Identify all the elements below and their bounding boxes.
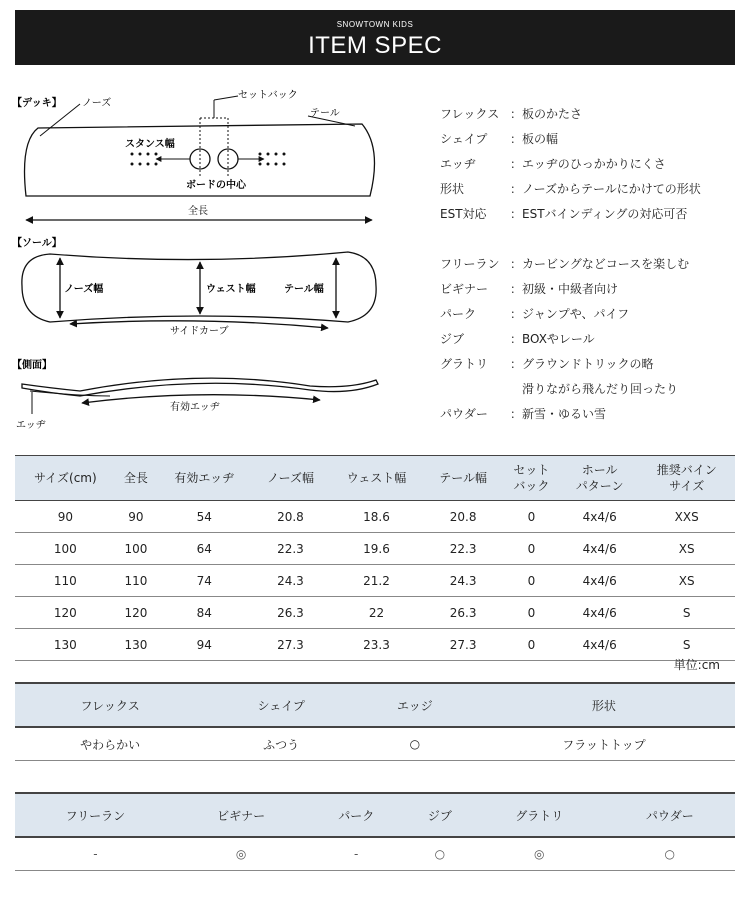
size-table-cell: 110 [116, 565, 156, 597]
legend-key [440, 377, 510, 402]
size-table-header-cell: サイズ(cm) [15, 456, 116, 501]
size-table-body [15, 501, 735, 661]
size-table-cell: 20.8 [252, 501, 328, 533]
legend-row [440, 402, 689, 427]
legend-row [440, 102, 701, 127]
legend-value: 板の幅 [522, 132, 559, 146]
legend-value: ジャンプや、パイフ [522, 307, 630, 321]
legend-key: パーク [440, 307, 477, 321]
legend-separator: ： [510, 182, 523, 196]
size-table-cell: 26.3 [424, 597, 501, 629]
size-table-header-cell: ホール パターン [561, 456, 638, 501]
legend-separator: ： [510, 207, 523, 221]
size-table-cell: S [638, 629, 735, 661]
feature-header-cell: エッジ [357, 683, 473, 727]
size-table-cell: 20.8 [424, 501, 501, 533]
feature-table [15, 682, 735, 761]
board-diagram [10, 88, 410, 448]
size-table-cell: 130 [15, 629, 116, 661]
side-label: 【側面】 [12, 360, 52, 371]
size-table-cell: 4x4/6 [561, 533, 638, 565]
legend-key: ジブ [440, 332, 465, 346]
size-table-header-cell: テール幅 [424, 456, 501, 501]
table-row [15, 501, 735, 533]
size-table-cell: 0 [502, 501, 561, 533]
legend-separator [510, 377, 522, 402]
use-table [15, 792, 735, 871]
effective-edge-label: 有効エッヂ [170, 402, 220, 413]
edge-label: エッヂ [16, 420, 46, 431]
legend-value: ESTバインディングの対応可否 [522, 207, 688, 221]
legend-row [440, 202, 701, 227]
size-table-header-cell: ウェスト幅 [329, 456, 425, 501]
feature-value-cell: ふつう [205, 727, 357, 761]
size-table-cell: 90 [116, 501, 156, 533]
size-table-cell: XS [638, 565, 735, 597]
legend-key: シェイプ [440, 132, 488, 146]
legend-row [440, 302, 689, 327]
legend-key: ビギナー [440, 282, 489, 296]
size-table-cell: 120 [116, 597, 156, 629]
legend-row [440, 252, 689, 277]
legend-value: 新雪・ゆるい雪 [522, 407, 607, 421]
feature-table-row [15, 727, 735, 761]
legend-key: フレックス [440, 107, 500, 121]
size-table-cell: 23.3 [329, 629, 425, 661]
legend-value: 初級・中級者向け [522, 282, 619, 296]
legend-value: ノーズからテールにかけての形状 [522, 182, 701, 196]
size-table-header-cell: 推奨バイン サイズ [638, 456, 735, 501]
use-header-cell: グラトリ [474, 793, 605, 837]
use-header-cell: パーク [307, 793, 406, 837]
use-header-cell: フリーラン [15, 793, 176, 837]
legend-separator: ： [510, 157, 523, 171]
size-table-cell: 0 [502, 565, 561, 597]
legend-value: 滑りながら飛んだり回ったり [522, 382, 679, 396]
use-table-header [15, 793, 735, 837]
legend-key: パウダー [440, 407, 488, 421]
table-row [15, 629, 735, 661]
use-header-cell: ジブ [406, 793, 474, 837]
size-table-cell: 22.3 [424, 533, 501, 565]
tail-width-label: テール幅 [284, 284, 324, 295]
legend-row [440, 152, 701, 177]
legend-key: グラトリ [440, 357, 489, 371]
use-value-cell: ○ [406, 837, 474, 871]
stance-label: スタンス幅 [125, 139, 175, 150]
unit-label: 単位:cm [673, 658, 720, 672]
length-label: 全長 [188, 206, 208, 217]
feature-header-cell: フレックス [15, 683, 205, 727]
size-table-cell: 0 [502, 629, 561, 661]
size-table-cell: 74 [156, 565, 252, 597]
size-table-cell: 100 [116, 533, 156, 565]
feature-value-cell: フラットトップ [473, 727, 735, 761]
legend-key: EST対応 [440, 207, 487, 221]
size-table-cell: 54 [156, 501, 252, 533]
size-table-cell: 84 [156, 597, 252, 629]
deck-label: 【デッキ】 [12, 98, 62, 109]
use-value-cell: - [15, 837, 176, 871]
size-table-header-cell: 有効エッヂ [156, 456, 252, 501]
legend-separator: ： [510, 282, 523, 296]
size-table-header-cell: セット バック [502, 456, 561, 501]
size-table-cell: 27.3 [252, 629, 328, 661]
size-table-cell: 24.3 [424, 565, 501, 597]
use-value-cell: ◎ [474, 837, 605, 871]
brand-name: SNOWTOWN KIDS [336, 20, 414, 29]
spec-legend [440, 102, 701, 227]
setback-label: セットバック [238, 90, 298, 101]
feature-header-cell: シェイプ [205, 683, 357, 727]
size-table-cell: 4x4/6 [561, 565, 638, 597]
legend-key: エッヂ [440, 157, 476, 171]
size-table-cell: 100 [15, 533, 116, 565]
legend-key: フリーラン [440, 257, 500, 271]
size-table-cell: 24.3 [252, 565, 328, 597]
size-table-header-cell: ノーズ幅 [252, 456, 328, 501]
legend-value: グラウンドトリックの略 [522, 357, 654, 371]
insert-holes-left [131, 153, 158, 166]
legend-row [440, 277, 689, 302]
use-legend [440, 252, 689, 427]
side-profile [22, 378, 378, 396]
size-table-cell: 0 [502, 597, 561, 629]
spec-header [15, 10, 735, 65]
use-value-cell: ◎ [176, 837, 307, 871]
size-table-header-cell: 全長 [116, 456, 156, 501]
center-label: ボードの中心 [186, 180, 246, 191]
table-row [15, 597, 735, 629]
legend-separator: ： [510, 257, 523, 271]
legend-key: 形状 [440, 182, 465, 196]
legend-row [440, 327, 689, 352]
legend-separator: ： [510, 307, 523, 321]
legend-value: BOXやレール [522, 332, 595, 346]
feature-table-header [15, 683, 735, 727]
tail-label: テール [310, 108, 340, 119]
table-row [15, 533, 735, 565]
legend-row [440, 352, 689, 377]
size-table-cell: 4x4/6 [561, 501, 638, 533]
page-title: ITEM SPEC [308, 32, 442, 59]
sole-label: 【ソール】 [12, 238, 62, 249]
legend-separator: ： [510, 132, 523, 146]
nose-width-label: ノーズ幅 [64, 284, 104, 295]
legend-row [440, 127, 701, 152]
use-header-cell: パウダー [605, 793, 735, 837]
size-table-cell: 22 [329, 597, 425, 629]
size-table-cell: 120 [15, 597, 116, 629]
feature-header-cell: 形状 [473, 683, 735, 727]
size-table-cell: XXS [638, 501, 735, 533]
waist-width-label: ウェスト幅 [206, 284, 256, 295]
legend-value: エッヂのひっかかりにくさ [522, 157, 666, 171]
size-table-cell: 26.3 [252, 597, 328, 629]
size-table-cell: S [638, 597, 735, 629]
legend-separator: ： [510, 332, 523, 346]
size-table-cell: 64 [156, 533, 252, 565]
legend-row [440, 177, 701, 202]
size-table-cell: 19.6 [329, 533, 425, 565]
size-table-cell: 22.3 [252, 533, 328, 565]
legend-separator: ： [510, 107, 523, 121]
size-table [15, 455, 735, 661]
legend-separator: ： [510, 407, 523, 421]
setback-pointer [214, 96, 238, 100]
size-table-cell: 27.3 [424, 629, 501, 661]
feature-value-cell: やわらかい [15, 727, 205, 761]
size-table-cell: 110 [15, 565, 116, 597]
size-table-cell: 4x4/6 [561, 597, 638, 629]
sidecut-label: サイドカーブ [170, 326, 229, 337]
legend-value: カービングなどコースを楽しむ [522, 257, 690, 271]
size-table-cell: XS [638, 533, 735, 565]
use-value-cell: ○ [605, 837, 735, 871]
feature-value-cell: ○ [357, 727, 473, 761]
use-value-cell: - [307, 837, 406, 871]
board-diagram-svg [10, 88, 410, 448]
size-table-header [15, 456, 735, 501]
size-table-cell: 90 [15, 501, 116, 533]
size-table-cell: 21.2 [329, 565, 425, 597]
size-table-cell: 18.6 [329, 501, 425, 533]
legend-row [440, 377, 689, 402]
legend-separator: ： [510, 357, 523, 371]
size-table-cell: 4x4/6 [561, 629, 638, 661]
legend-value: 板のかたさ [522, 107, 583, 121]
table-row [15, 565, 735, 597]
use-table-row [15, 837, 735, 871]
size-table-cell: 130 [116, 629, 156, 661]
use-header-cell: ビギナー [176, 793, 307, 837]
size-table-cell: 94 [156, 629, 252, 661]
nose-label: ノーズ [82, 98, 112, 109]
size-table-cell: 0 [502, 533, 561, 565]
